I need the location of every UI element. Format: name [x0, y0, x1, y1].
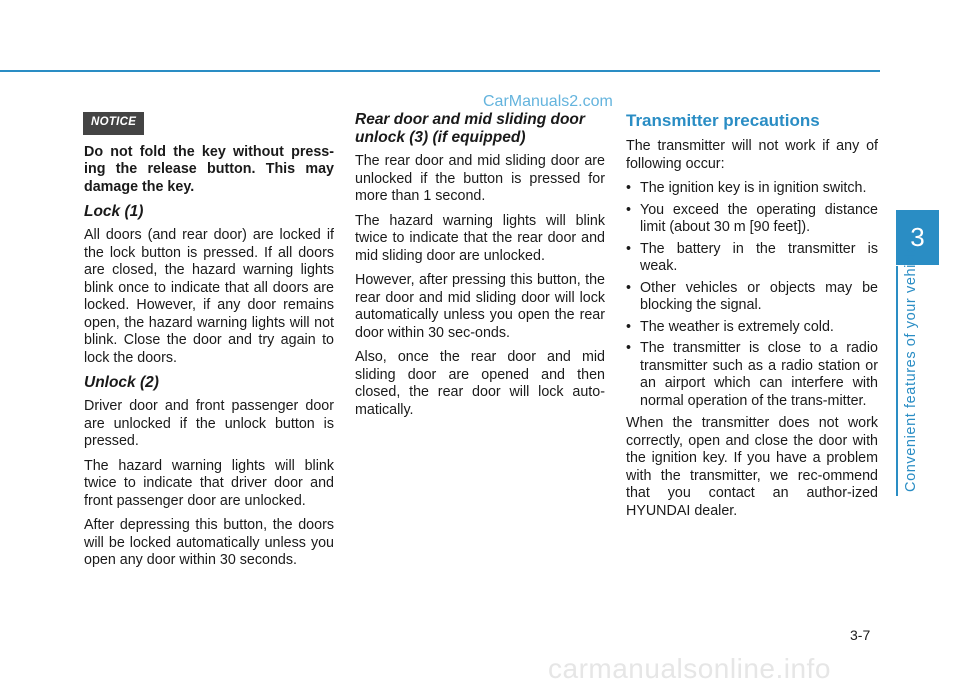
- list-item: • The ignition key is in ignition switch.: [626, 180, 867, 196]
- list-item: • The weather is extremely cold.: [626, 318, 834, 335]
- rear-door-paragraph-2: The hazard warning lights will blink twice to indicate that the rear door and mid sliding door are unlocked.: [355, 212, 605, 264]
- bullet-icon: •: [626, 318, 632, 335]
- bullet-icon: •: [626, 240, 632, 257]
- notice-badge: NOTICE: [83, 112, 144, 135]
- list-item: • Other vehicles or objects may be blocking the signal.: [626, 279, 878, 313]
- watermark-bottom[interactable]: carmanualsonline.info: [548, 653, 831, 684]
- notice-text: Do not fold the key without press-ing the release button. This may damage the key.: [84, 143, 334, 195]
- column-left: [84, 112, 334, 577]
- page-number: 3-7: [850, 627, 871, 643]
- sidebar-rule: [896, 266, 898, 496]
- column-middle: [355, 111, 605, 426]
- bullet-icon: •: [626, 340, 632, 356]
- transmitter-intro: The transmitter will not work if any of following occur:: [626, 138, 878, 172]
- unlock-heading: Unlock (2): [84, 374, 159, 391]
- rear-door-paragraph-4: Also, once the rear door and mid sliding door are opened and then closed, the rear door will lock auto-matically.: [355, 349, 605, 418]
- unlock-paragraph-2: The hazard warning lights will blink twice to indicate that driver door and front passenger door are unlocked.: [84, 457, 334, 509]
- precautions-list: [626, 180, 878, 410]
- watermark-top[interactable]: CarManuals2.com: [483, 93, 613, 110]
- bullet-icon: •: [626, 279, 632, 296]
- bullet-icon: •: [626, 201, 632, 218]
- list-item: • You exceed the operating distance limit (about 30 m [90 feet]).: [626, 201, 878, 235]
- list-item: • The battery in the transmitter is weak.: [626, 240, 878, 274]
- header-rule: [0, 70, 880, 72]
- rear-door-paragraph-1: The rear door and mid sliding door are unlocked if the button is pressed for more than 1 second.: [355, 153, 605, 204]
- rear-door-paragraph-3: However, after pressing this button, the rear door and mid sliding door will lock automatically unless you open the rear door within 30 sec-onds.: [355, 272, 605, 341]
- transmitter-heading: Transmitter precautions: [626, 111, 820, 130]
- transmitter-closing: When the transmitter does not work correctly, open and close the door with the ignition key. If you have a problem with the transmitter, we rec-ommend that you contact an author-ized HYUNDAI dealer.: [626, 415, 878, 519]
- rear-door-heading: Rear door and mid sliding door unlock (3) (if equipped): [355, 111, 585, 146]
- bullet-icon: •: [626, 180, 632, 196]
- unlock-paragraph-3: After depressing this button, the doors will be locked automatically unless you open any door within 30 seconds.: [84, 517, 334, 568]
- chapter-title: Convenient features of your vehicle: [903, 243, 919, 492]
- list-item: • The transmitter is close to a radio transmitter such as a radio station or an airport which can interfere with normal operation of the trans-mitter.: [626, 340, 878, 409]
- unlock-paragraph-1: Driver door and front passenger door are unlocked if the unlock button is pressed.: [84, 398, 334, 449]
- lock-heading: Lock (1): [84, 203, 144, 220]
- chapter-number-tab: 3: [896, 210, 939, 265]
- lock-paragraph: All doors (and rear door) are locked if the lock button is pressed. If all doors are closed, the hazard warning lights blink once to indicate that all doors are locked. However, if any door remains open, the hazard warning lights will not blink. Close the door and try again to lock the doors.: [84, 227, 334, 366]
- column-right: [626, 111, 878, 527]
